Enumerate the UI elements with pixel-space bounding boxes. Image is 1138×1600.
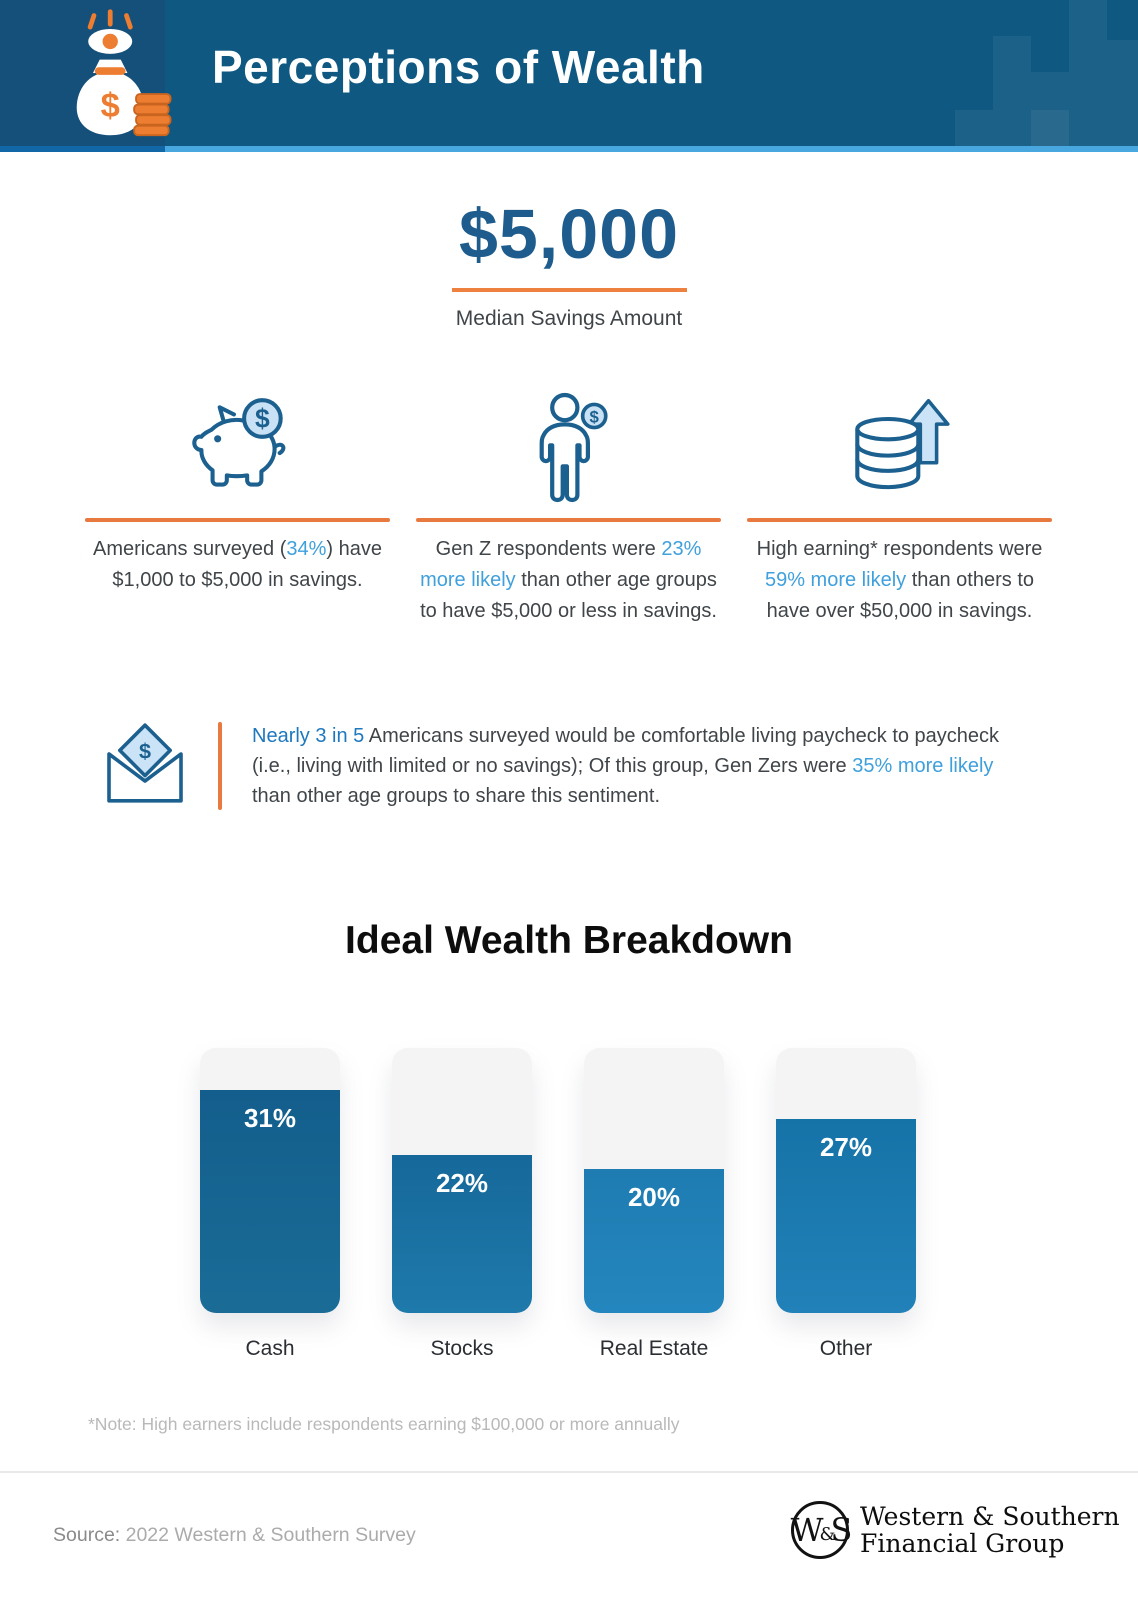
bar-group [392, 1048, 532, 1361]
callout-text [252, 721, 1008, 811]
stat-text [416, 534, 721, 627]
envelope-money-icon [100, 720, 190, 811]
hero-underline [452, 288, 687, 292]
callout-middle: Americans surveyed would be comfortable living paycheck to paycheck (i.e., living with limited or no savings); Of this group, Gen Zers were [252, 724, 1000, 777]
monogram-s: S [830, 1511, 850, 1549]
bar-chart [200, 1048, 916, 1361]
bar-category-label: Other [819, 1337, 873, 1360]
stat-text-pre: Gen Z respondents were [435, 538, 662, 560]
stat-text-highlight: 34% [286, 538, 327, 560]
monogram-amp: & [819, 1523, 833, 1545]
stat-text-highlight: 59% more likely [764, 569, 907, 591]
source-text: 2022 Western & Southern Survey [120, 1524, 416, 1546]
hero-value: $5,000 [458, 195, 680, 273]
header-strip-left [0, 146, 165, 152]
ws-wordmark-line1: Western & Southern [860, 1502, 1120, 1531]
stat-text [85, 534, 390, 596]
bar-value-label: 20% [627, 1181, 681, 1212]
chart-title: Ideal Wealth Breakdown [345, 919, 793, 962]
bar-group [200, 1048, 340, 1361]
bar-fill [776, 1119, 916, 1313]
header-bar-pattern-decor [900, 0, 1138, 146]
bar-fill [392, 1155, 532, 1313]
bar-value-label: 27% [819, 1131, 873, 1162]
stat-text-pre: High earning* respondents were [756, 538, 1043, 560]
svg-text:$: $ [589, 407, 599, 427]
bar-value-label: 31% [243, 1102, 297, 1133]
header [0, 0, 1138, 146]
bar-category-label: Real Estate [599, 1337, 709, 1360]
paycheck-callout [100, 720, 1050, 811]
source-label: Source: [53, 1524, 121, 1546]
page-title: Perceptions of Wealth [212, 41, 705, 93]
stat-text-post: than others to have over $50,000 in savings. [766, 569, 1035, 622]
hero-stat [0, 194, 1138, 331]
callout-divider [218, 722, 222, 810]
stat-card-savings [85, 382, 390, 627]
stat-divider [416, 518, 721, 522]
svg-text:$: $ [138, 738, 152, 764]
stat-card-genz [416, 382, 721, 627]
person-coin-icon [416, 382, 721, 506]
ws-wordmark [860, 1503, 1120, 1557]
piggy-bank-icon [85, 382, 390, 506]
footnote: *Note: High earners include respondents earning $100,000 or more annually [88, 1414, 680, 1434]
monogram-w: W [790, 1511, 821, 1549]
callout-highlight: 35% more likely [852, 754, 994, 777]
callout-lead: Nearly 3 in 5 [252, 724, 365, 747]
coin-stack-growth-icon [747, 382, 1052, 506]
money-bag-eye-icon [52, 6, 178, 145]
stat-card-high-earners [747, 382, 1052, 627]
bar-value-label: 22% [435, 1167, 489, 1198]
ws-logo [791, 1501, 1120, 1559]
bar-group [776, 1048, 916, 1361]
bar-track [776, 1048, 916, 1313]
stat-text [747, 534, 1052, 627]
stat-text-highlight: 23% more likely [420, 538, 702, 591]
stat-text-post: than other age groups to have $5,000 or less in savings. [420, 569, 717, 622]
ws-wordmark-line2: Financial Group [860, 1529, 1065, 1558]
bar-category-label: Cash [245, 1337, 295, 1360]
bar-track [200, 1048, 340, 1313]
footer-divider [0, 1471, 1138, 1473]
stats-row [85, 382, 1053, 627]
svg-text:$: $ [254, 403, 270, 434]
bar-track [584, 1048, 724, 1313]
bar-fill [584, 1169, 724, 1313]
hero-label: Median Savings Amount [455, 307, 683, 330]
bar-category-label: Stocks [430, 1337, 494, 1360]
bar-fill [200, 1090, 340, 1313]
header-strip-right [165, 146, 1138, 152]
stat-text-post: ) have $1,000 to $5,000 in savings. [112, 538, 383, 591]
stat-divider [747, 518, 1052, 522]
stat-text-pre: Americans surveyed ( [92, 538, 287, 560]
source-line [53, 1524, 416, 1547]
svg-text:$: $ [100, 87, 120, 126]
stat-divider [85, 518, 390, 522]
ws-monogram-icon [791, 1501, 849, 1559]
callout-tail: than other age groups to share this sentiment. [252, 784, 661, 807]
bar-group [584, 1048, 724, 1361]
bar-track [392, 1048, 532, 1313]
